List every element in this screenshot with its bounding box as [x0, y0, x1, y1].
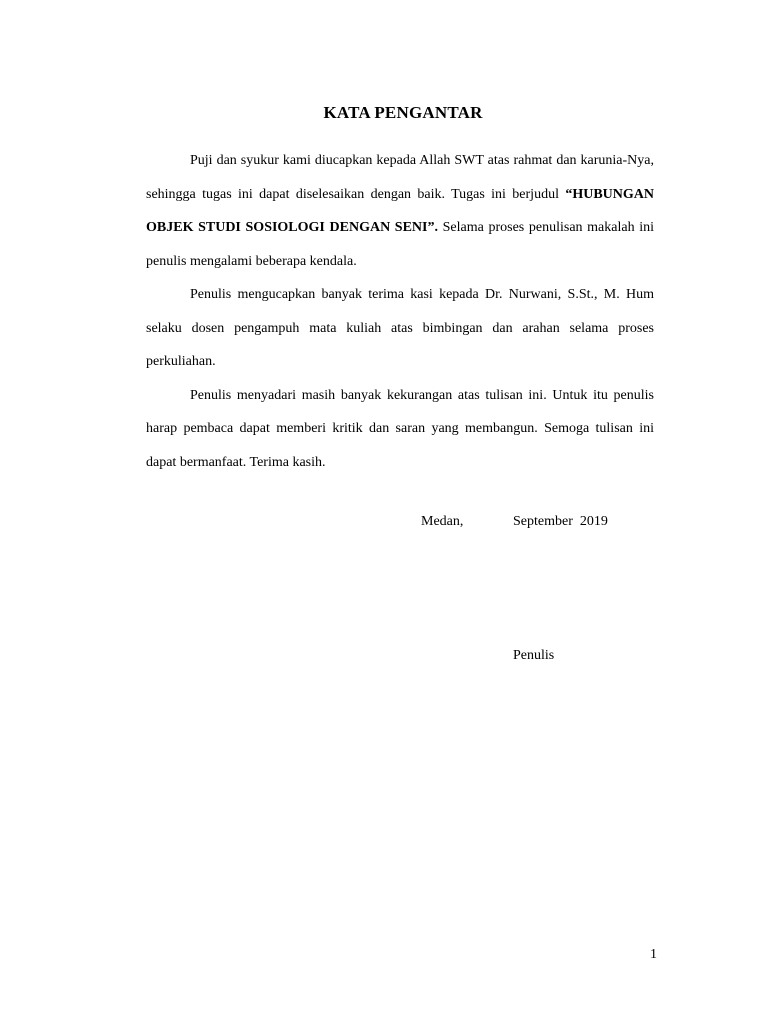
place-date [421, 514, 608, 530]
paragraph-opening-continuation: Selama proses penulisan makalah ini penulis mengalami beberapa kendala. [146, 220, 654, 269]
paragraph-thanks: Penulis mengucapkan banyak terima kasi kepada Dr. Nurwani, S.St., M. Hum selaku dosen pengampuh mata kuliah atas bimbingan dan arahan selama proses perkuliahan. [146, 287, 654, 369]
document-body [146, 144, 654, 479]
assignment-title: “HUBUNGAN OBJEK STUDI SOSIOLOGI DENGAN SENI”. [146, 186, 654, 235]
paragraph-opening-text: Puji dan syukur kami diucapkan kepada Allah SWT atas rahmat dan karunia-Nya, sehingga tugas ini dapat diselesaikan dengan baik. Tugas ini berjudul [146, 153, 654, 202]
page-title: KATA PENGANTAR [323, 103, 483, 122]
paragraph-closing: Penulis menyadari masih banyak kekurangan atas tulisan ini. Untuk itu penulis harap pembaca dapat memberi kritik dan saran yang membangun. Semoga tulisan ini dapat bermanfaat. Terima kasih. [146, 387, 654, 470]
signer-text: Penulis [513, 648, 555, 663]
page-number: 1 [650, 947, 657, 962]
date-text: September 2019 [513, 514, 608, 529]
place-text: Medan, [421, 514, 464, 529]
paragraph-opening [146, 144, 654, 278]
